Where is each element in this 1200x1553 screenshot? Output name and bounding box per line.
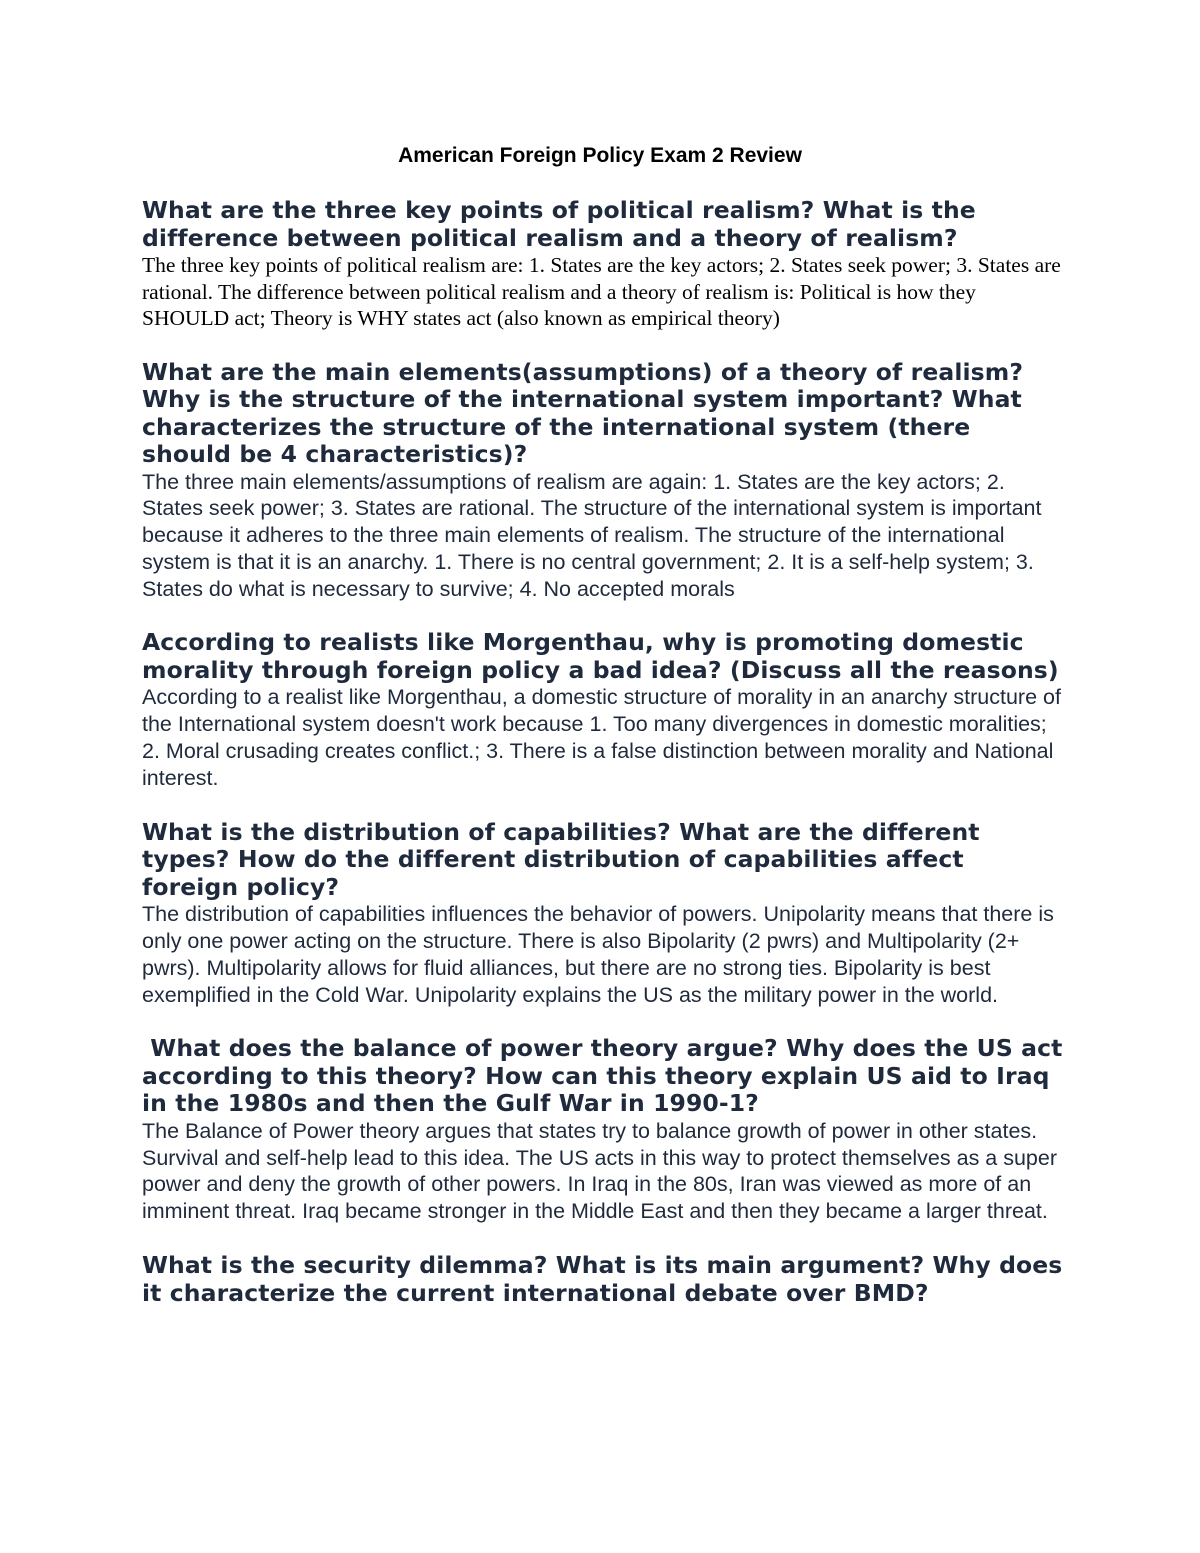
question-heading: What is the distribution of capabilities? What are the different types? How do the different distribution of capabilities affect foreign policy? bbox=[142, 817, 980, 901]
answer-paragraph: The distribution of capabilities influences the behavior of powers. Unipolarity means that there is only one power acting on the structure. There is also Bipolarity (2 pwrs) and Multipolarity (2+ pwrs). Multipolarity allows for fluid alliances, but there are no strong ties. Bipolarity is best exemplified in the Cold War. Unipolarity explains the US as the military power in the world. bbox=[142, 902, 1054, 1007]
qa-section bbox=[142, 629, 1067, 791]
qa-section bbox=[142, 1034, 1071, 1225]
question-heading: What are the main elements(assumptions) of a theory of realism? Why is the structure of the international system important? What characterizes the structure of the international system (there should be 4 characteristics)? bbox=[142, 357, 1024, 468]
question-heading: What does the balance of power theory argue? Why does the US act according to this theory? How can this theory explain US aid to Iraq in the 1980s and then the Gulf War in 1990-1? bbox=[142, 1034, 1071, 1118]
answer-paragraph: The three key points of political realism are: 1. States are the key actors; 2. States seek power; 3. States are rational. The difference between political realism and a theory of realism is: Political is how they SHOULD act; Theory is WHY states act (also known as empirical theory) bbox=[142, 253, 1061, 330]
qa-section bbox=[142, 359, 1067, 603]
qa-section bbox=[142, 819, 1067, 1009]
answer-paragraph: According to a realist like Morgenthau, a domestic structure of morality in an anarchy structure of the International system doesn't work because 1. Too many divergences in domestic moralities; 2. Moral crusading creates conflict.; 3. There is a false distinction between morality and National interest. bbox=[142, 685, 1061, 790]
answer-paragraph: The three main elements/assumptions of realism are again: 1. States are the key actors; 2. States seek power; 3. States are rational. The structure of the international system is important because it adheres to the three main elements of realism. The structure of the international system is that it is an anarchy. 1. There is no central government; 2. It is a self-help system; 3. States do what is necessary to survive; 4. No accepted morals bbox=[142, 469, 1042, 601]
document-body bbox=[142, 196, 1071, 1334]
answer-paragraph: The Balance of Power theory argues that states try to balance growth of power in other states. Survival and self-help lead to this idea. The US acts in this way to protect themselves as a super power and deny the growth of other powers. In Iraq in the 80s, Iran was viewed as more of an imminent threat. Iraq became stronger in the Middle East and then they became a larger threat. bbox=[142, 1118, 1058, 1224]
question-heading: What are the three key points of political realism? What is the difference between political realism and a theory of realism? bbox=[142, 196, 976, 252]
question-heading: What is the security dilemma? What is its main argument? Why does it characterize the current international debate over BMD? bbox=[142, 1251, 1063, 1307]
document-title: American Foreign Policy Exam 2 Review bbox=[398, 144, 802, 167]
question-heading: According to realists like Morgenthau, why is promoting domestic morality through foreign policy a bad idea? (Discuss all the reasons) bbox=[142, 628, 1059, 684]
qa-section bbox=[142, 197, 1067, 332]
qa-section bbox=[142, 1252, 1067, 1307]
